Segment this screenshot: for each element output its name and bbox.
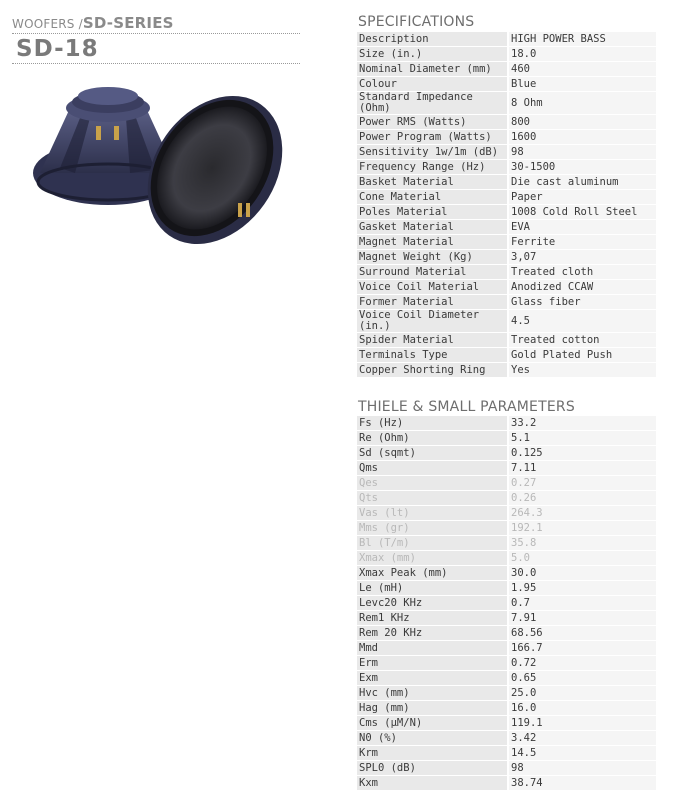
row-label: Spider Material [357, 333, 508, 348]
row-label: Sd (sqmt) [357, 446, 508, 461]
table-row [357, 611, 656, 626]
row-value: Gold Plated Push [508, 348, 656, 363]
breadcrumb-series: SD-SERIES [82, 14, 174, 32]
table-row [357, 716, 656, 731]
table-row [357, 32, 656, 47]
row-value: EVA [508, 220, 656, 235]
table-row [357, 348, 656, 363]
row-label: Xmax Peak (mm) [357, 566, 508, 581]
row-label: Le (mH) [357, 581, 508, 596]
row-value: 30-1500 [508, 160, 656, 175]
table-row [357, 250, 656, 265]
row-value: Blue [508, 77, 656, 92]
row-value: 5.1 [508, 431, 656, 446]
row-label: Kxm [357, 776, 508, 791]
row-label: Magnet Weight (Kg) [357, 250, 508, 265]
row-label: Copper Shorting Ring [357, 363, 508, 378]
row-label: Nominal Diameter (mm) [357, 62, 508, 77]
row-label: Terminals Type [357, 348, 508, 363]
row-value: 0.27 [508, 476, 656, 491]
row-value: 98 [508, 145, 656, 160]
table-row [357, 130, 656, 145]
table-row [357, 476, 656, 491]
table-row [357, 746, 656, 761]
table-row [357, 551, 656, 566]
row-value: 0.72 [508, 656, 656, 671]
row-label: Sensitivity 1w/1m (dB) [357, 145, 508, 160]
table-row [357, 566, 656, 581]
row-label: Qes [357, 476, 508, 491]
row-label: Power RMS (Watts) [357, 115, 508, 130]
row-value: HIGH POWER BASS [508, 32, 656, 47]
row-label: SPL0 (dB) [357, 761, 508, 776]
product-photo [30, 78, 290, 253]
row-label: Mmd [357, 641, 508, 656]
row-value: Die cast aluminum [508, 175, 656, 190]
row-value: 3.42 [508, 731, 656, 746]
row-label: Krm [357, 746, 508, 761]
row-value: 98 [508, 761, 656, 776]
page-title: SD-18 [16, 36, 99, 62]
row-label: Gasket Material [357, 220, 508, 235]
table-row [357, 686, 656, 701]
row-value: 35.8 [508, 536, 656, 551]
table-row [357, 581, 656, 596]
row-label: Hvc (mm) [357, 686, 508, 701]
row-value: 5.0 [508, 551, 656, 566]
row-label: Bl (T/m) [357, 536, 508, 551]
title-divider [12, 63, 300, 64]
table-row [357, 220, 656, 235]
table-row [357, 626, 656, 641]
row-label: Mms (gr) [357, 521, 508, 536]
breadcrumb-category: WOOFERS [12, 17, 75, 31]
row-value: 14.5 [508, 746, 656, 761]
row-value: 3,07 [508, 250, 656, 265]
table-row [357, 47, 656, 62]
thiele-small-table [357, 416, 656, 791]
row-value: 38.74 [508, 776, 656, 791]
row-value: 25.0 [508, 686, 656, 701]
row-label: Exm [357, 671, 508, 686]
row-label: Cone Material [357, 190, 508, 205]
row-label: Colour [357, 77, 508, 92]
row-label: Description [357, 32, 508, 47]
breadcrumb-separator: / [78, 17, 83, 31]
row-value: 8 Ohm [508, 92, 656, 115]
row-label: Rem1 KHz [357, 611, 508, 626]
row-label: Re (Ohm) [357, 431, 508, 446]
row-label: Frequency Range (Hz) [357, 160, 508, 175]
row-value: 7.91 [508, 611, 656, 626]
row-label: Xmax (mm) [357, 551, 508, 566]
row-value: 460 [508, 62, 656, 77]
table-row [357, 175, 656, 190]
row-label: Basket Material [357, 175, 508, 190]
table-row [357, 77, 656, 92]
row-value: 18.0 [508, 47, 656, 62]
specifications-title: SPECIFICATIONS [358, 14, 475, 30]
table-row [357, 205, 656, 220]
row-value: 7.11 [508, 461, 656, 476]
row-value: Treated cloth [508, 265, 656, 280]
row-value: Yes [508, 363, 656, 378]
table-row [357, 310, 656, 333]
row-value: 0.26 [508, 491, 656, 506]
row-value: 192.1 [508, 521, 656, 536]
table-row [357, 265, 656, 280]
table-row [357, 92, 656, 115]
row-label: Power Program (Watts) [357, 130, 508, 145]
row-label: Surround Material [357, 265, 508, 280]
row-value: 30.0 [508, 566, 656, 581]
row-label: Standard Impedance (Ohm) [357, 92, 508, 115]
row-label: Fs (Hz) [357, 416, 508, 431]
table-row [357, 145, 656, 160]
breadcrumb [12, 14, 174, 32]
table-row [357, 115, 656, 130]
row-label: Voice Coil Material [357, 280, 508, 295]
row-value: 800 [508, 115, 656, 130]
thiele-small-title: THIELE & SMALL PARAMETERS [358, 399, 575, 415]
table-row [357, 416, 656, 431]
row-value: 0.65 [508, 671, 656, 686]
row-label: Qms [357, 461, 508, 476]
header-divider [12, 33, 300, 34]
row-value: 1008 Cold Roll Steel [508, 205, 656, 220]
table-row [357, 333, 656, 348]
row-label: Size (in.) [357, 47, 508, 62]
row-value: 4.5 [508, 310, 656, 333]
row-value: 16.0 [508, 701, 656, 716]
row-label: Magnet Material [357, 235, 508, 250]
row-value: 0.125 [508, 446, 656, 461]
table-row [357, 641, 656, 656]
table-row [357, 656, 656, 671]
row-label: Qts [357, 491, 508, 506]
row-value: 1.95 [508, 581, 656, 596]
table-row [357, 536, 656, 551]
table-row [357, 235, 656, 250]
table-row [357, 190, 656, 205]
row-value: 0.7 [508, 596, 656, 611]
row-value: 1600 [508, 130, 656, 145]
table-row [357, 521, 656, 536]
row-label: Cms (µM/N) [357, 716, 508, 731]
row-value: 33.2 [508, 416, 656, 431]
table-row [357, 280, 656, 295]
table-row [357, 431, 656, 446]
table-row [357, 160, 656, 175]
row-label: N0 (%) [357, 731, 508, 746]
row-value: Ferrite [508, 235, 656, 250]
table-row [357, 596, 656, 611]
specifications-table [357, 32, 656, 378]
row-value: 166.7 [508, 641, 656, 656]
table-row [357, 731, 656, 746]
row-value: Glass fiber [508, 295, 656, 310]
row-label: Hag (mm) [357, 701, 508, 716]
table-row [357, 506, 656, 521]
row-value: Treated cotton [508, 333, 656, 348]
table-row [357, 363, 656, 378]
row-label: Former Material [357, 295, 508, 310]
row-value: Paper [508, 190, 656, 205]
table-row [357, 62, 656, 77]
table-row [357, 295, 656, 310]
row-label: Voice Coil Diameter (in.) [357, 310, 508, 333]
table-row [357, 461, 656, 476]
row-label: Poles Material [357, 205, 508, 220]
row-label: Erm [357, 656, 508, 671]
row-label: Levc20 KHz [357, 596, 508, 611]
table-row [357, 761, 656, 776]
table-row [357, 701, 656, 716]
table-row [357, 491, 656, 506]
row-label: Vas (lt) [357, 506, 508, 521]
row-value: Anodized CCAW [508, 280, 656, 295]
table-row [357, 776, 656, 791]
row-label: Rem 20 KHz [357, 626, 508, 641]
table-row [357, 446, 656, 461]
row-value: 264.3 [508, 506, 656, 521]
row-value: 119.1 [508, 716, 656, 731]
table-row [357, 671, 656, 686]
row-value: 68.56 [508, 626, 656, 641]
